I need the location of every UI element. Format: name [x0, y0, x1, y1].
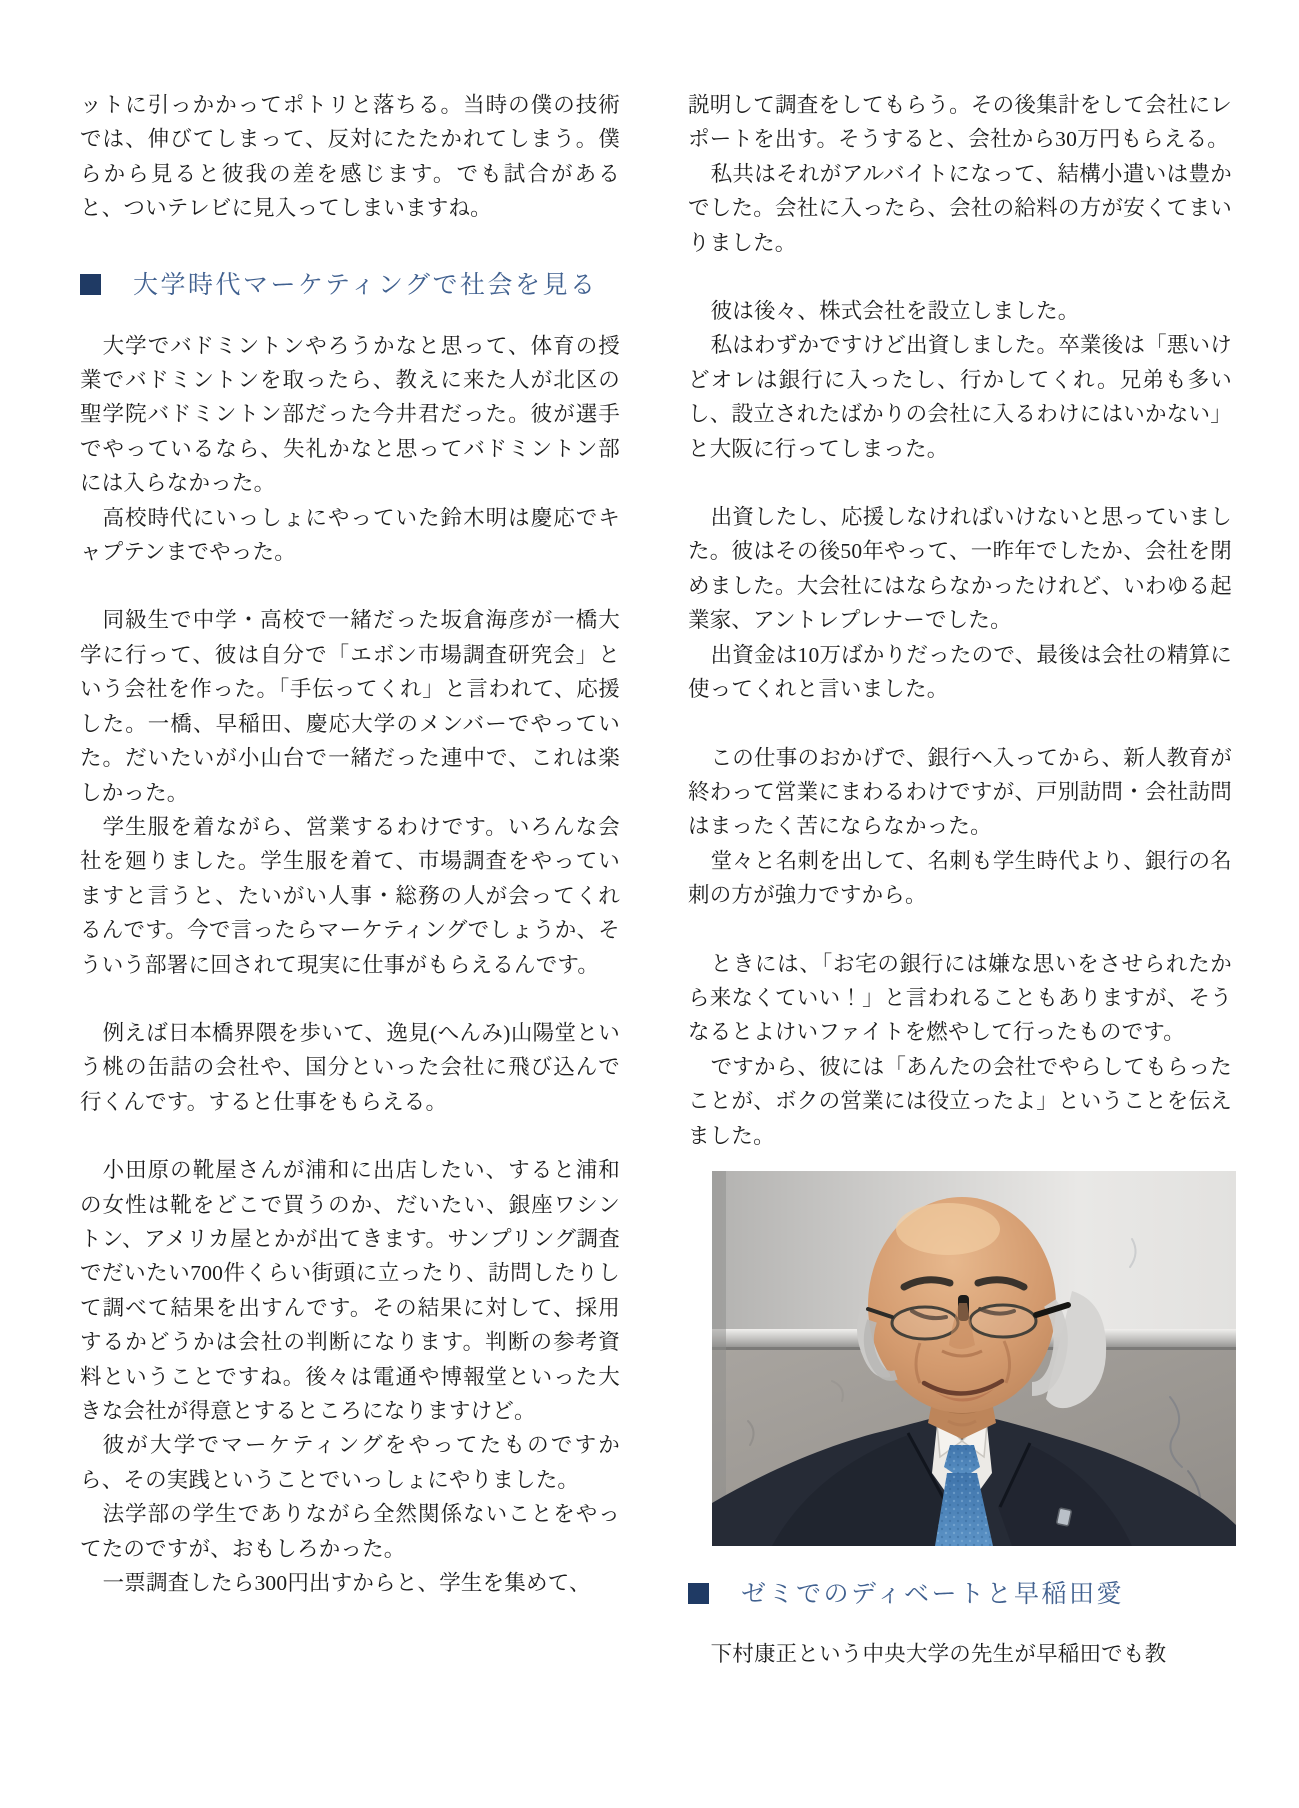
- paragraph: 彼が大学でマーケティングをやってたものですから、その実践ということでいっしょにやりました。: [80, 1433, 620, 1492]
- paragraph: 下村康正という中央大学の先生が早稲田でも教: [710, 1641, 1167, 1666]
- paragraph: ですから、彼には「あんたの会社でやらしてもらったことが、ボクの営業には役立ったよ」ということを伝えました。: [688, 1054, 1232, 1148]
- paragraph: 出資金は10万ばかりだったので、最後は会社の精算に使ってくれと言いました。: [688, 642, 1232, 702]
- paragraph: 堂々と名刺を出して、名刺も学生時代より、銀行の名刺の方が強力ですから。: [688, 848, 1232, 908]
- paragraph: ときには、「お宅の銀行には嫌な思いをさせられたから来なくていい！」と言われることもありますが、そうなるとよけいファイトを燃やして行ったものです。: [688, 951, 1232, 1045]
- paragraph: 説明して調査をしてもらう。その後集計をして会社にレポートを出す。そうすると、会社から30万円もらえる。: [688, 93, 1232, 152]
- paragraph: 同級生で中学・高校で一緒だった坂倉海彦が一橋大学に行って、彼は自分で「エボン市場調査研究会」という会社を作った。「手伝ってくれ」と言われて、応援した。一橋、早稲田、慶応大学のメンバーでやっていた。だいたいが小山台で一緒だった連中で、これは楽しかった。: [80, 608, 620, 805]
- left-edge-shading: [712, 1171, 726, 1546]
- left-column: [80, 88, 620, 1600]
- paragraph: 一票調査したら300円出すからと、学生を集めて、: [102, 1571, 591, 1596]
- paragraph: 私共はそれがアルバイトになって、結構小遣いは豊かでした。会社に入ったら、会社の給料の方が安くてまいりました。: [688, 161, 1232, 255]
- section-bullet-icon: [688, 1583, 709, 1604]
- paragraph: 例えば日本橋界隈を歩いて、逸見(へんみ)山陽堂という桃の缶詰の会社や、国分といった会社に飛び込んで行くんです。すると仕事をもらえる。: [80, 1020, 620, 1114]
- paragraph: 彼は後々、株式会社を設立しました。: [710, 299, 1080, 324]
- interview-portrait-photo: [712, 1171, 1236, 1546]
- right-column: [688, 88, 1232, 1671]
- section-heading-label: 大学時代マーケティングで社会を見る: [133, 270, 598, 299]
- paragraph: 学生服を着ながら、営業するわけです。いろんな会社を廻りました。学生服を着て、市場調査をやっていますと言うと、たいがい人事・総務の人が会ってくれるんです。今で言ったらマーケティングでしょうか、そういう部署に回されて現実に仕事がもらえるんです。: [80, 814, 620, 977]
- paragraph: 小田原の靴屋さんが浦和に出店したい、すると浦和の女性は靴をどこで買うのか、だいたい、銀座ワシントン、アメリカ屋とかが出てきます。サンプリング調査でだいたい700件くらい街頭に立ったり、訪問したりして調べて結果を出すんです。その結果に対して、採用するかどうかは会社の判断になります。判断の参考資料ということですね。後々は電通や博報堂といった大きな会社が得意とするところになりますけど。: [80, 1158, 620, 1423]
- paragraph: 高校時代にいっしょにやっていた鈴木明は慶応でキャプテンまでやった。: [80, 505, 620, 565]
- paragraph: ットに引っかかってポトリと落ちる。当時の僕の技術では、伸びてしまって、反対にたたかれてしまう。僕らから見ると彼我の差を感じます。でも試合があると、ついテレビに見入ってしまいますね。: [80, 93, 620, 221]
- paragraph: 大学でバドミントンやろうかなと思って、体育の授業でバドミントンを取ったら、教えに来た人が北区の聖学院バドミントン部だった今井君だった。彼が選手でやっているなら、失礼かなと思ってバドミントン部には入らなかった。: [80, 333, 620, 496]
- head-shine: [896, 1203, 1000, 1255]
- paragraph: 出資したし、応援しなければいけないと思っていました。彼はその後50年やって、一昨年でしたか、会社を閉めました。大会社にはならなかったけれど、いわゆる起業家、アントレプレナーでした。: [688, 505, 1232, 633]
- paragraph: 私はわずかですけど出資しました。卒業後は「悪いけどオレは銀行に入ったし、行かしてくれ。兄弟も多いし、設立されたばかりの会社に入るわけにはいかない」と大阪に行ってしまった。: [688, 333, 1232, 461]
- portrait-illustration: [712, 1171, 1236, 1546]
- paragraph: 法学部の学生でありながら全然関係ないことをやってたのですが、おもしろかった。: [80, 1502, 620, 1561]
- section-heading-seminar: [688, 1577, 1232, 1611]
- section-heading-marketing: [80, 268, 620, 302]
- paragraph: この仕事のおかげで、銀行へ入ってから、新人教育が終わって営業にまわるわけですが、戸別訪問・会社訪問はまったく苦にならなかった。: [688, 745, 1232, 839]
- section-heading-label: ゼミでのディベートと早稲田愛: [741, 1579, 1125, 1608]
- lapel-pin: [1056, 1508, 1071, 1526]
- section-bullet-icon: [80, 274, 101, 295]
